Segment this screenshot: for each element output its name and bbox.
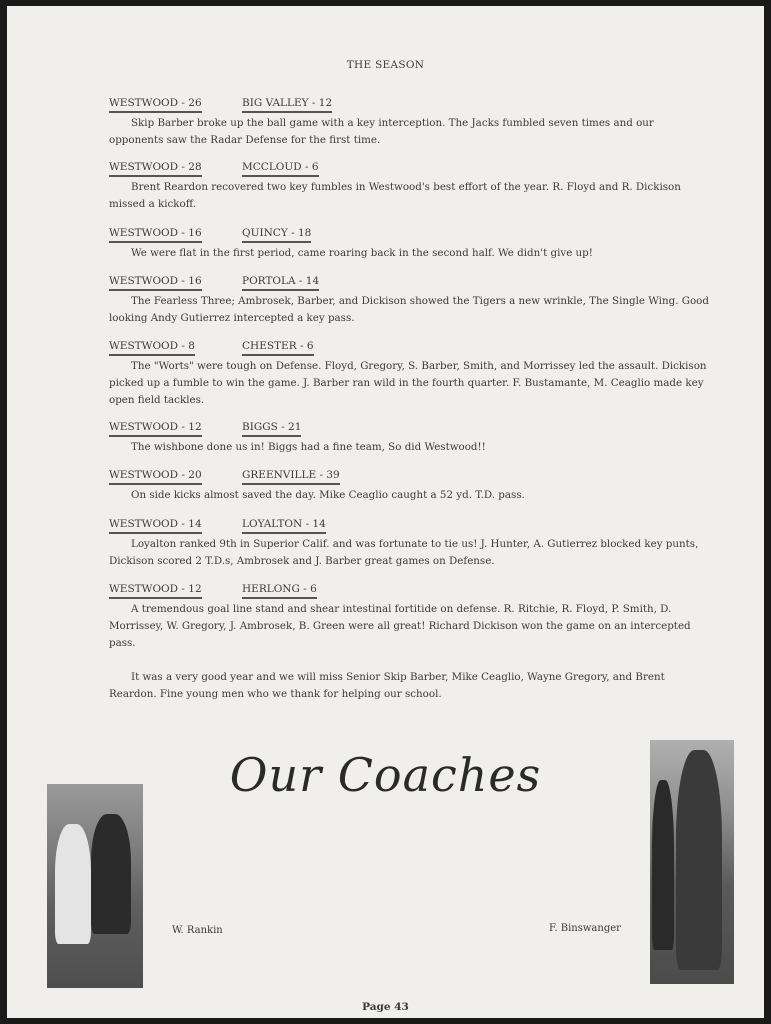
game-summary: Loyalton ranked 9th in Superior Calif. and was fortunate to tie us! J. Hunter, A. Gutierrez blocked key punts, Dickison scored 2 T.D.s, Ambrosek and J. Barber great games on Defense.	[109, 538, 699, 567]
coach-figure	[676, 750, 722, 970]
game-entry	[109, 582, 709, 652]
opponent-score: QUINCY - 18	[242, 227, 311, 243]
score-line	[109, 582, 709, 600]
game-entry	[109, 96, 709, 149]
game-summary: On side kicks almost saved the day. Mike Ceaglio caught a 52 yd. T.D. pass.	[131, 489, 525, 501]
opponent-score: PORTOLA - 14	[242, 275, 319, 291]
closing-paragraph: It was a very good year and we will miss Senior Skip Barber, Mike Ceaglio, Wayne Gregory, and Brent Reardon. Fine young men who we thank for helping our school.	[109, 671, 665, 700]
game-entry	[109, 160, 709, 213]
home-score: WESTWOOD - 14	[109, 518, 202, 534]
opponent-score: BIG VALLEY - 12	[242, 97, 332, 113]
opponent-score: BIGGS - 21	[242, 421, 301, 437]
home-score: WESTWOOD - 8	[109, 340, 195, 356]
game-entry	[109, 420, 709, 456]
score-line	[109, 339, 709, 357]
score-line	[109, 160, 709, 178]
home-score: WESTWOOD - 26	[109, 97, 202, 113]
page-number: Page 43	[362, 1001, 409, 1013]
coach-caption-right: F. Binswanger	[549, 923, 621, 934]
home-score: WESTWOOD - 16	[109, 227, 202, 243]
score-line	[109, 517, 709, 535]
game-summary: The Fearless Three; Ambrosek, Barber, and Dickison showed the Tigers a new wrinkle, The Single Wing. Good looking Andy Gutierrez intercepted a key pass.	[109, 295, 709, 324]
game-entry	[109, 274, 709, 327]
opponent-score: LOYALTON - 14	[242, 518, 326, 534]
coach-photo-right	[650, 740, 734, 984]
game-entry	[109, 339, 709, 409]
game-summary: A tremendous goal line stand and shear intestinal fortitide on defense. R. Ritchie, R. Floyd, P. Smith, D. Morrissey, W. Gregory, J. Ambrosek, B. Green were all great! Richard Dickison won the game on an intercepted pass.	[109, 603, 691, 649]
opponent-score: HERLONG - 6	[242, 583, 317, 599]
game-summary: We were flat in the first period, came roaring back in the second half. We didn't give up!	[131, 247, 593, 259]
game-summary: Skip Barber broke up the ball game with a key interception. The Jacks fumbled seven times and our opponents saw the Radar Defense for the first time.	[109, 117, 654, 146]
home-score: WESTWOOD - 28	[109, 161, 202, 177]
yearbook-page	[7, 6, 764, 1018]
game-summary: Brent Reardon recovered two key fumbles in Westwood's best effort of the year. R. Floyd and R. Dickison missed a kickoff.	[109, 181, 681, 210]
home-score: WESTWOOD - 12	[109, 583, 202, 599]
game-entry	[109, 468, 709, 504]
score-line	[109, 226, 709, 244]
coach-photo-left	[47, 784, 143, 988]
game-summary: The "Worts" were tough on Defense. Floyd, Gregory, S. Barber, Smith, and Morrissey led the assault. Dickison picked up a fumble to win the game. J. Barber ran wild in the fourth quarter. F. Bustamante, M. Ceaglio made key open field tackles.	[109, 360, 707, 406]
score-line	[109, 420, 709, 438]
game-entry	[109, 517, 709, 570]
score-line	[109, 96, 709, 114]
game-summary: The wishbone done us in! Biggs had a fine team, So did Westwood!!	[131, 441, 486, 453]
coach-caption-left: W. Rankin	[172, 925, 223, 936]
player-figure	[91, 814, 131, 934]
score-line	[109, 468, 709, 486]
opponent-score: CHESTER - 6	[242, 340, 314, 356]
home-score: WESTWOOD - 16	[109, 275, 202, 291]
player-figure	[652, 780, 674, 950]
game-entry	[109, 226, 709, 262]
opponent-score: MCCLOUD - 6	[242, 161, 319, 177]
home-score: WESTWOOD - 20	[109, 469, 202, 485]
coaches-heading: Our Coaches	[229, 748, 542, 802]
page-title: THE SEASON	[346, 59, 425, 71]
opponent-score: GREENVILLE - 39	[242, 469, 340, 485]
coach-figure	[55, 824, 91, 944]
home-score: WESTWOOD - 12	[109, 421, 202, 437]
score-line	[109, 274, 709, 292]
